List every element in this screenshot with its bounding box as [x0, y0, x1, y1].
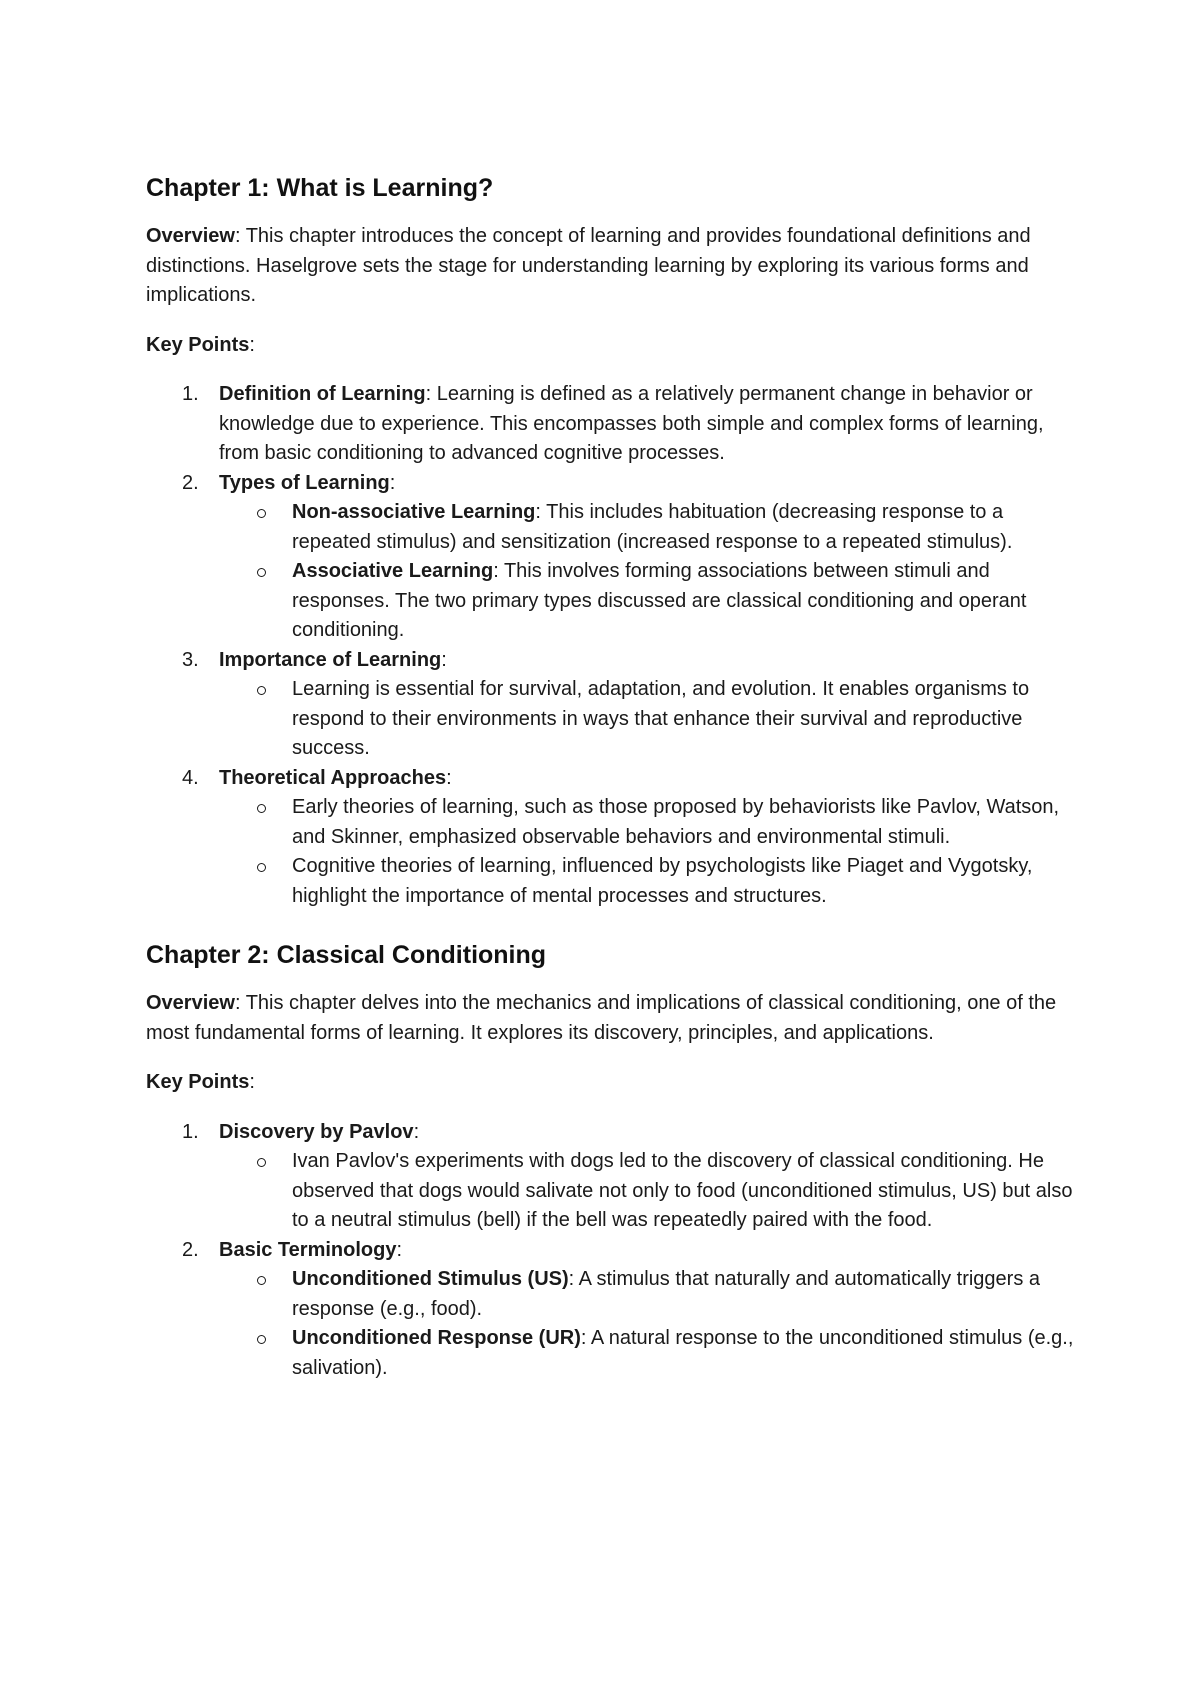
sub-item-text: : This involves forming associations between stimuli and responses. The two primary types discussed are classical conditioning and operant conditioning.	[292, 560, 1027, 641]
sub-list	[219, 1147, 1076, 1236]
sub-list-item	[219, 793, 1076, 852]
overview-text: : This chapter introduces the concept of learning and provides foundational definitions and distinctions. Haselgrove sets the stage for understanding learning by exploring its various forms and implications.	[146, 225, 1031, 306]
sub-list-item	[219, 1147, 1076, 1236]
chapter-1-title: Chapter 1: What is Learning?	[146, 174, 494, 202]
chapter-1	[146, 170, 1076, 911]
hollow-bullet-icon	[257, 1158, 266, 1167]
sub-item-text: : A stimulus that naturally and automatically triggers a response (e.g., food).	[292, 1268, 1041, 1320]
item-heading: Types of Learning	[219, 471, 390, 494]
list-number: 1.	[182, 383, 199, 405]
hollow-bullet-icon	[257, 686, 266, 695]
chapter-2-title: Chapter 2: Classical Conditioning	[146, 941, 547, 969]
item-text: :	[446, 766, 452, 789]
list-item	[146, 1118, 1076, 1236]
sub-list-item	[219, 1265, 1076, 1324]
list-item	[146, 469, 1076, 646]
sub-item-heading: Associative Learning	[292, 560, 494, 582]
sub-list	[219, 793, 1076, 911]
sub-list-item	[219, 557, 1076, 646]
sub-item-text: Ivan Pavlov's experiments with dogs led to the discovery of classical conditioning. He observed that dogs would salivate not only to food (unconditioned stimulus, US) but also to a neutral stimulus (bell) if the bell was repeatedly paired with the food.	[292, 1150, 1073, 1231]
sub-item-heading: Unconditioned Response (UR)	[292, 1327, 581, 1349]
overview-label: Overview	[146, 992, 235, 1014]
item-heading: Discovery by Pavlov	[219, 1120, 414, 1143]
list-item	[146, 646, 1076, 764]
sub-list	[219, 1265, 1076, 1383]
document-content	[146, 170, 1076, 1383]
list-item	[146, 1236, 1076, 1384]
hollow-bullet-icon	[257, 509, 266, 518]
sub-item-text: : This includes habituation (decreasing response to a repeated stimulus) and sensitization (increased response to a repeated stimulus).	[292, 501, 1013, 553]
item-heading: Theoretical Approaches	[219, 766, 447, 789]
sub-item-heading: Unconditioned Stimulus (US)	[292, 1268, 569, 1290]
overview-label: Overview	[146, 225, 235, 247]
list-number: 1.	[182, 1120, 199, 1143]
list-number: 4.	[182, 766, 199, 789]
overview-text: : This chapter delves into the mechanics and implications of classical conditioning, one of the most fundamental forms of learning. It explores its discovery, principles, and applications.	[146, 992, 1057, 1044]
item-text: :	[389, 471, 396, 494]
item-text: :	[413, 1120, 420, 1143]
sub-list-item	[219, 1324, 1076, 1383]
list-item	[146, 764, 1076, 912]
sub-list-item	[219, 675, 1076, 764]
list-number: 3.	[182, 648, 199, 671]
list-item	[146, 380, 1076, 469]
chapter-1-key-points-list	[146, 380, 1076, 911]
hollow-bullet-icon	[257, 863, 266, 872]
chapter-2-overview	[146, 989, 1076, 1048]
hollow-bullet-icon	[257, 568, 266, 577]
item-heading: Basic Terminology	[219, 1238, 397, 1261]
sub-item-heading: Non-associative Learning	[292, 501, 536, 523]
key-points-label: Key Points	[146, 1071, 250, 1093]
hollow-bullet-icon	[257, 1335, 266, 1344]
hollow-bullet-icon	[257, 804, 266, 813]
item-heading: Definition of Learning	[219, 383, 426, 405]
chapter-2-key-points-list	[146, 1118, 1076, 1384]
item-heading: Importance of Learning	[219, 648, 442, 671]
chapter-2-key-points-heading: Key Points:	[146, 1071, 255, 1093]
hollow-bullet-icon	[257, 1276, 266, 1285]
item-text: :	[441, 648, 447, 671]
sub-item-text: Cognitive theories of learning, influenced by psychologists like Piaget and Vygotsky, highlight the importance of mental processes and structures.	[292, 855, 1033, 907]
sub-list	[219, 675, 1076, 764]
key-points-label: Key Points	[146, 333, 250, 356]
item-text: : Learning is defined as a relatively permanent change in behavior or knowledge due to experience. This encompasses both simple and complex forms of learning, from basic conditioning to advanced cognitive processes.	[219, 383, 1044, 464]
item-text: :	[396, 1238, 403, 1261]
chapter-1-overview	[146, 222, 1076, 311]
chapter-2	[146, 937, 1076, 1383]
list-number: 2.	[182, 471, 199, 494]
sub-item-text: Learning is essential for survival, adaptation, and evolution. It enables organisms to respond to their environments in ways that enhance their survival and reproductive success.	[292, 678, 1030, 759]
sub-list	[219, 498, 1076, 646]
sub-list-item	[219, 852, 1076, 911]
list-number: 2.	[182, 1238, 199, 1261]
sub-list-item	[219, 498, 1076, 557]
sub-item-text: Early theories of learning, such as those proposed by behaviorists like Pavlov, Watson, and Skinner, emphasized observable behaviors and environmental stimuli.	[292, 796, 1060, 848]
chapter-1-key-points-heading: Key Points:	[146, 333, 255, 356]
sub-item-text: : A natural response to the unconditioned stimulus (e.g., salivation).	[292, 1327, 1074, 1379]
